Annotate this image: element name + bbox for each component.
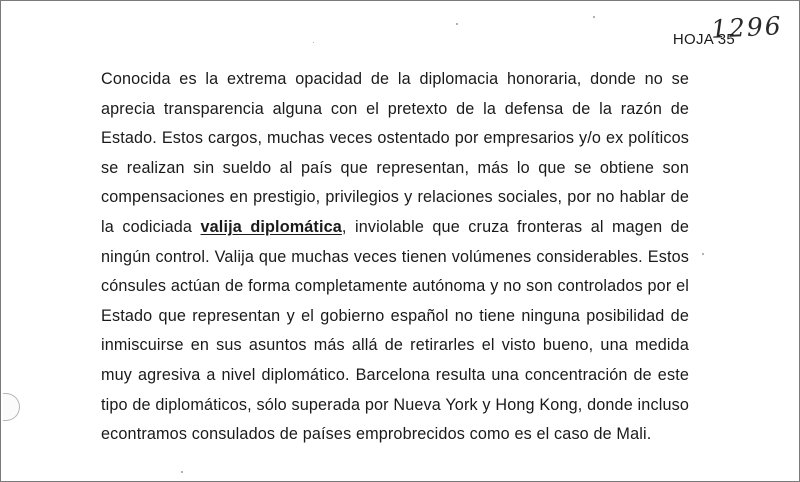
scan-speck — [181, 471, 183, 473]
handwritten-folio-number: 1296 — [710, 11, 784, 44]
paragraph-text-after-emphasis: , inviolable que cruza fronteras al magen de ningún control. Valija que muchas veces tienen volúmenes considerables. Estos cónsules actúan de forma completamente autónoma y no son controlados por el Estado que representan y el gobierno español no tiene ninguna posibilidad de inmiscuirse en sus asuntos más allá de retirarles el visto bueno, una medida muy agresiva a nivel diplomático. Barcelona resulta una concentración de este tipo de diplomáticos, sólo superada por Nueva York y Hong Kong, donde incluso econtramos consulados de países emprobrecidos como es el caso de Mali. — [101, 217, 689, 444]
scan-speck — [313, 42, 314, 43]
scan-speck — [593, 16, 595, 18]
scan-speck — [456, 23, 458, 25]
body-paragraph — [101, 65, 689, 450]
sheet-number-label: HOJA 35 — [672, 31, 735, 48]
punch-hole-mark — [3, 393, 20, 421]
paragraph-text-before-emphasis: Conocida es la extrema opacidad de la diplomacia honoraria, donde no se aprecia transparencia alguna con el pretexto de la defensa de la razón de Estado. Estos cargos, muchas veces ostentado por empresarios y/o ex políticos se realizan sin sueldo al país que representan, más lo que se obtiene son compensaciones en prestigio, privilegios y relaciones sociales, por no hablar de la codiciada — [101, 70, 689, 236]
emphasized-term: valija diplomática — [200, 217, 342, 236]
scan-speck — [702, 253, 704, 255]
